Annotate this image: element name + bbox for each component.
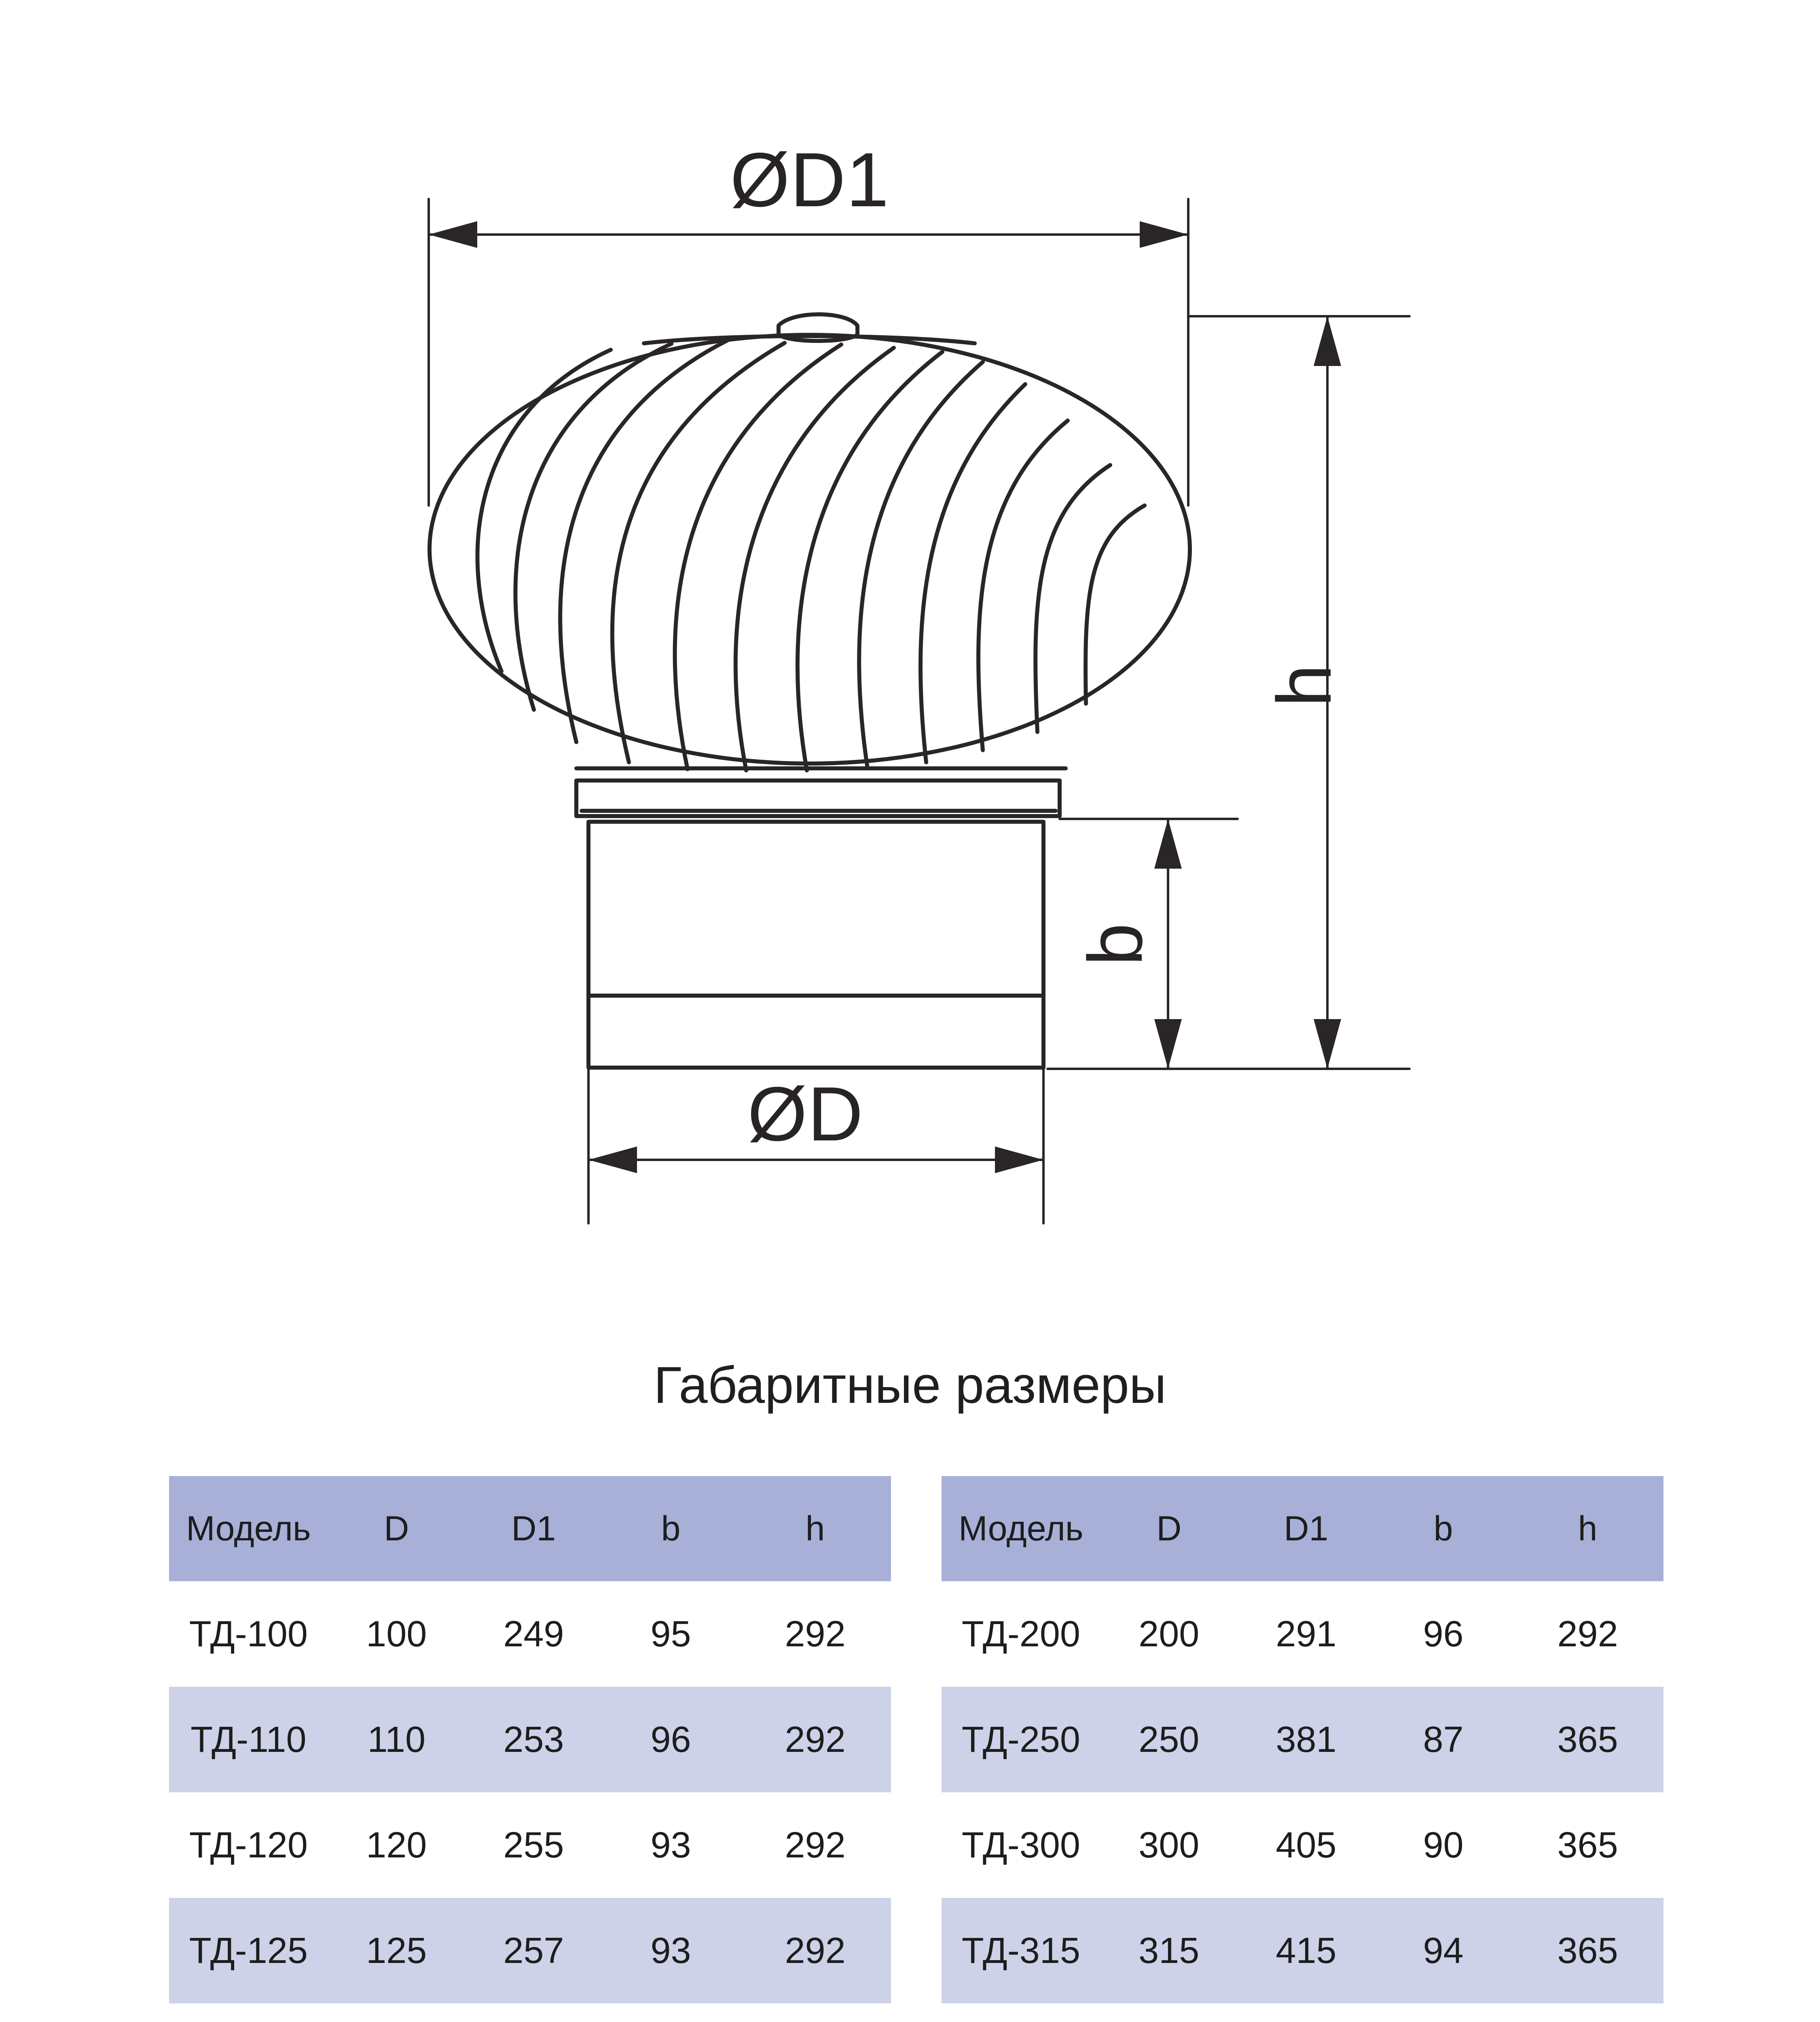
cell-model: ТД-125 [169, 1898, 328, 2003]
cell-d: 315 [1100, 1898, 1238, 2003]
b-bottom-arrow [1154, 1019, 1182, 1069]
dimension-label-d1: ØD1 [730, 137, 889, 223]
header-d: D [328, 1476, 465, 1581]
d1-right-arrow [1140, 221, 1188, 248]
cell-b: 87 [1375, 1687, 1512, 1792]
table-header-row [942, 1476, 1663, 1581]
table-row [942, 1687, 1663, 1792]
header-model: Модель [169, 1476, 328, 1581]
cell-model: ТД-250 [942, 1687, 1100, 1792]
table-header-row [169, 1476, 891, 1581]
h-top-arrow [1314, 316, 1341, 366]
header-d1: D1 [1238, 1476, 1375, 1581]
vane [921, 384, 1025, 762]
cell-d: 300 [1139, 1825, 1200, 1865]
cell-model: ТД-200 [961, 1614, 1080, 1654]
cell-d1: 249 [503, 1614, 564, 1654]
cell-b: 90 [1423, 1825, 1464, 1865]
pipe-body-outline [588, 822, 1043, 1068]
d1-extension-lines [429, 199, 1188, 506]
cell-model: ТД-100 [189, 1614, 308, 1654]
cell-d: 200 [1139, 1614, 1200, 1654]
table-row [169, 1581, 891, 1687]
d-left-arrow [588, 1146, 637, 1173]
table-row [169, 1898, 891, 2003]
dimensions-table-left [169, 1476, 891, 2022]
vane [1086, 506, 1145, 704]
table-row [942, 1898, 1663, 2003]
cell-d1: 257 [465, 1898, 602, 2003]
b-top-arrow [1154, 819, 1182, 869]
cell-b: 93 [650, 1825, 691, 1865]
header-d1: D1 [465, 1476, 602, 1581]
section-title: Габаритные размеры [654, 1356, 1166, 1414]
cell-h: 292 [739, 1687, 891, 1792]
cell-d1: 415 [1238, 1898, 1375, 2003]
cell-b [602, 2003, 739, 2022]
cell-d: 250 [1100, 1687, 1238, 1792]
cell-h: 365 [1512, 1898, 1663, 2003]
cell-d1 [465, 2003, 602, 2022]
cell-h: 292 [739, 1898, 891, 2003]
cell-d: 110 [328, 1687, 465, 1792]
cell-h: 292 [1557, 1614, 1618, 1654]
dimension-label-b: b [1073, 922, 1158, 966]
cell-d1: 381 [1238, 1687, 1375, 1792]
cell-model: ТД-315 [942, 1898, 1100, 2003]
cell-d: 100 [366, 1614, 427, 1654]
cell-b: 96 [1423, 1614, 1464, 1654]
table-row [169, 1687, 891, 1792]
cell-d: 125 [328, 1898, 465, 2003]
cell-model: ТД-300 [961, 1825, 1080, 1865]
table-row [942, 1581, 1663, 1687]
cell-h: 365 [1557, 1825, 1618, 1865]
cell-d1: 291 [1276, 1614, 1337, 1654]
cell-h [739, 2003, 891, 2022]
d1-left-arrow [429, 221, 477, 248]
dimensions-table [169, 1476, 891, 2022]
cell-b: 96 [602, 1687, 739, 1792]
cell-model [169, 2003, 328, 2022]
cell-b: 95 [650, 1614, 691, 1654]
dimensions-table-right [942, 1476, 1663, 2003]
cell-b: 93 [602, 1898, 739, 2003]
vane [978, 421, 1068, 750]
cell-model: ТД-110 [169, 1687, 328, 1792]
header-h: h [739, 1476, 891, 1581]
table-row [169, 1792, 891, 1898]
dimensions-table [942, 1476, 1663, 2003]
vane [1035, 465, 1110, 732]
header-model: Модель [942, 1476, 1100, 1581]
cell-d1: 405 [1276, 1825, 1337, 1865]
d-right-arrow [995, 1146, 1043, 1173]
h-bottom-arrow [1314, 1019, 1341, 1069]
header-d: D [1100, 1476, 1238, 1581]
vane [560, 341, 727, 742]
header-b: b [1375, 1476, 1512, 1581]
cell-h: 292 [785, 1825, 846, 1865]
header-h: h [1512, 1476, 1663, 1581]
dimension-label-d: ØD [747, 1071, 863, 1157]
cell-model: ТД-120 [189, 1825, 308, 1865]
cell-d1: 255 [503, 1825, 564, 1865]
cell-d1: 253 [465, 1687, 602, 1792]
cell-d [328, 2003, 465, 2022]
cell-b: 94 [1375, 1898, 1512, 2003]
table-row [942, 1792, 1663, 1898]
cell-d: 120 [366, 1825, 427, 1865]
dimension-label-h: h [1261, 664, 1347, 707]
cell-h: 365 [1512, 1687, 1663, 1792]
table-row [169, 2003, 891, 2022]
cell-h: 292 [785, 1614, 846, 1654]
header-b: b [602, 1476, 739, 1581]
